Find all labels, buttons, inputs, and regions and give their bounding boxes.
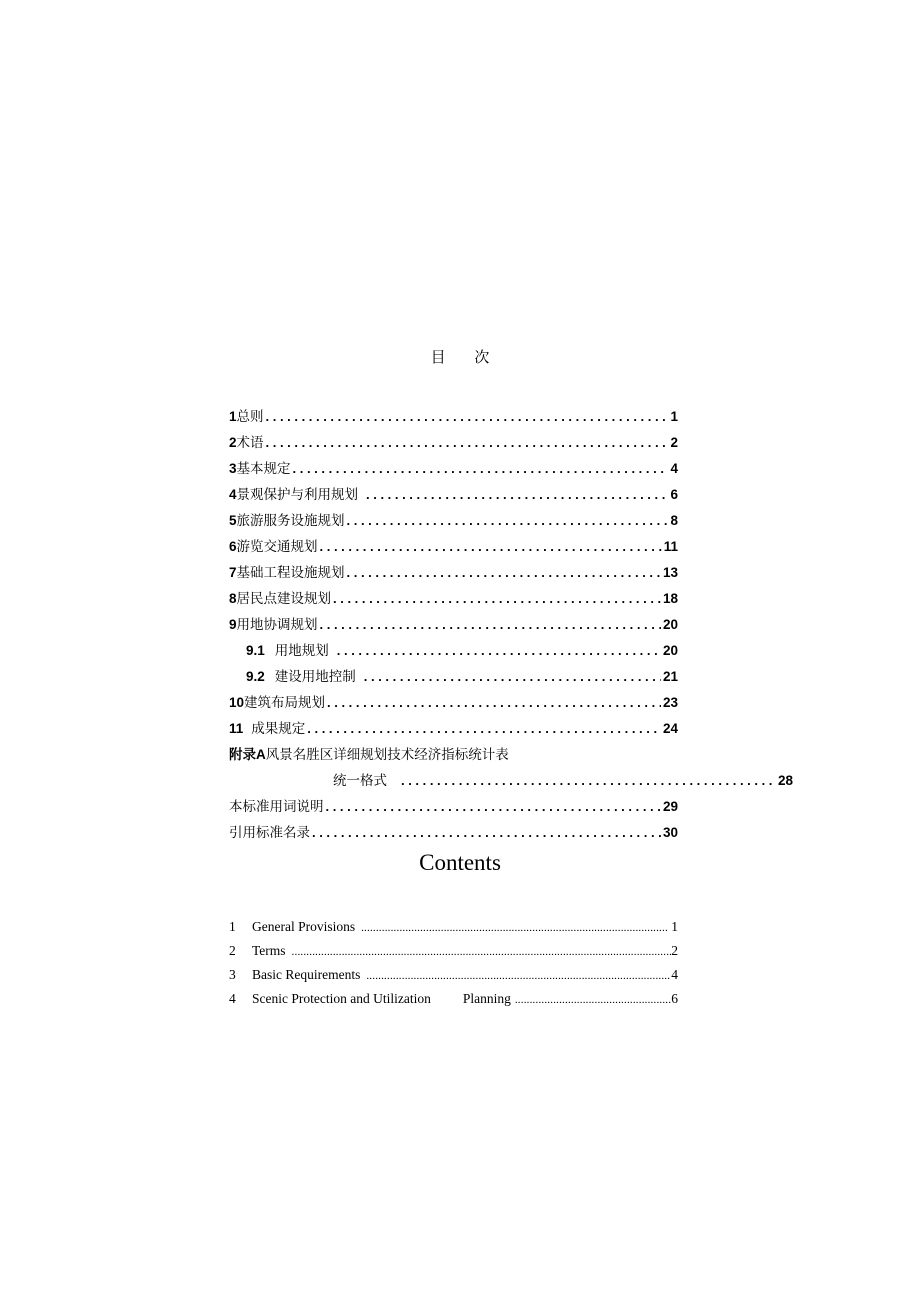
toc-appendix-continuation[interactable] — [229, 768, 793, 794]
toc-entry-label: 引用标准名录 — [229, 825, 310, 841]
toc-subentry[interactable] — [229, 638, 678, 664]
dot-leader — [320, 534, 662, 560]
toc-entry[interactable] — [229, 456, 678, 482]
toc-entry[interactable] — [229, 534, 678, 560]
toc-entry-number: 5 — [229, 513, 237, 528]
toc-entry-page: 20 — [662, 617, 678, 632]
toc-entry-number: 10 — [229, 695, 245, 710]
toc-entry-page: 2 — [670, 435, 678, 450]
toc-entry[interactable] — [229, 915, 678, 939]
toc-entry[interactable] — [229, 987, 678, 1011]
dot-leader — [326, 794, 661, 820]
dot-leader — [327, 690, 661, 716]
dot-leader — [320, 612, 661, 638]
toc-entry-label-continued: Planning — [462, 991, 511, 1006]
toc-entry-page: 28 — [777, 773, 793, 788]
toc-entry-label: 建筑布局规划 — [244, 695, 326, 711]
toc-entry-label: Basic Requirements — [252, 967, 361, 982]
dot-leader — [515, 988, 671, 1011]
toc-entry-page: 30 — [662, 825, 678, 840]
dot-leader — [366, 964, 671, 987]
toc-entry[interactable] — [229, 939, 678, 963]
toc-entry-label: Terms — [252, 943, 286, 958]
toc-entry-number: 3 — [229, 461, 237, 476]
toc-entry[interactable] — [229, 482, 678, 508]
toc-appendix-entry[interactable] — [229, 742, 678, 768]
toc-entry-page: 20 — [662, 643, 678, 658]
toc-entry-number: 2 — [229, 943, 236, 958]
toc-entry-page: 8 — [670, 513, 678, 528]
toc-entry-page: 18 — [662, 591, 678, 606]
toc-entry-label: 用地规划 — [274, 643, 329, 659]
toc-entry-page: 11 — [663, 539, 678, 554]
toc-entry-label: 成果规定 — [251, 721, 306, 737]
chinese-table-of-contents — [229, 404, 793, 846]
toc-entry-page: 4 — [670, 461, 678, 476]
toc-entry-page: 6 — [670, 487, 678, 502]
dot-leader — [337, 638, 661, 664]
dot-leader — [266, 430, 669, 456]
toc-entry[interactable] — [229, 794, 678, 820]
english-table-of-contents — [229, 915, 678, 1011]
dot-leader — [307, 716, 661, 742]
toc-entry-page: 24 — [662, 721, 678, 736]
toc-entry-label: 居民点建设规划 — [236, 591, 332, 607]
toc-entry-page: 1 — [671, 919, 678, 934]
toc-entry-label: 本标准用词说明 — [229, 799, 324, 815]
toc-entry-label: Scenic Protection and Utilization — [252, 991, 431, 1006]
toc-entry-label: 术语 — [236, 435, 264, 451]
toc-entry-number: 3 — [229, 967, 236, 982]
toc-entry-label: 旅游服务设施规划 — [236, 513, 345, 529]
toc-entry-number: 2 — [229, 435, 237, 450]
dot-leader — [347, 508, 669, 534]
toc-entry-number: 9 — [229, 617, 237, 632]
toc-entry-number: 6 — [229, 539, 237, 554]
toc-entry-page: 1 — [670, 409, 678, 424]
dot-leader — [293, 456, 669, 482]
toc-entry[interactable] — [229, 508, 678, 534]
toc-entry-page: 6 — [671, 991, 678, 1006]
toc-entry-number: 4 — [229, 991, 236, 1006]
toc-title-english: Contents — [419, 850, 501, 875]
toc-entry-page: 13 — [662, 565, 678, 580]
toc-entry-number: 4 — [229, 487, 237, 502]
dot-leader — [312, 820, 661, 846]
toc-entry[interactable] — [229, 820, 678, 846]
toc-entry-number: 1 — [229, 919, 236, 934]
toc-entry-page: 23 — [662, 695, 678, 710]
toc-appendix-number: 附录A — [229, 747, 266, 762]
toc-entry-label — [229, 742, 509, 768]
toc-entry[interactable] — [229, 690, 678, 716]
toc-entry-number: 9.1 — [246, 643, 265, 658]
toc-entry-number: 1 — [229, 409, 237, 424]
toc-entry[interactable] — [229, 430, 678, 456]
toc-entry-label: 建设用地控制 — [274, 669, 356, 685]
toc-appendix-label: 风景名胜区详细规划技术经济指标统计表 — [265, 747, 509, 763]
toc-entry-label: 统一格式 — [333, 773, 387, 789]
toc-entry-label: 基本规定 — [236, 461, 291, 477]
dot-leader — [347, 560, 661, 586]
toc-title-chinese: 目 次 — [430, 348, 502, 366]
toc-entry[interactable] — [229, 716, 678, 742]
toc-subentry[interactable] — [229, 664, 678, 690]
toc-entry-page: 2 — [671, 943, 678, 958]
dot-leader — [266, 404, 669, 430]
toc-entry-page: 4 — [671, 967, 678, 982]
dot-leader — [361, 916, 667, 939]
toc-entry-number: 7 — [229, 565, 237, 580]
toc-entry-number: 8 — [229, 591, 237, 606]
dot-leader — [364, 664, 661, 690]
toc-entry-label: 总则 — [236, 409, 264, 425]
toc-entry-label: 景观保护与利用规划 — [236, 487, 359, 503]
toc-entry[interactable] — [229, 560, 678, 586]
toc-entry[interactable] — [229, 586, 678, 612]
toc-entry-page: 29 — [662, 799, 678, 814]
dot-leader — [401, 768, 776, 794]
toc-entry-number: 9.2 — [246, 669, 265, 684]
toc-entry[interactable] — [229, 963, 678, 987]
toc-entry[interactable] — [229, 404, 678, 430]
toc-entry-label: 用地协调规划 — [236, 617, 318, 633]
toc-entry[interactable] — [229, 612, 678, 638]
dot-leader — [333, 586, 661, 612]
dot-leader — [366, 482, 668, 508]
toc-entry-label: 基础工程设施规划 — [236, 565, 345, 581]
toc-entry-page: 21 — [662, 669, 678, 684]
toc-entry-label: 游览交通规划 — [236, 539, 318, 555]
toc-entry-number: 11 — [229, 721, 244, 736]
toc-entry-label: General Provisions — [252, 919, 356, 934]
dot-leader — [292, 940, 672, 963]
